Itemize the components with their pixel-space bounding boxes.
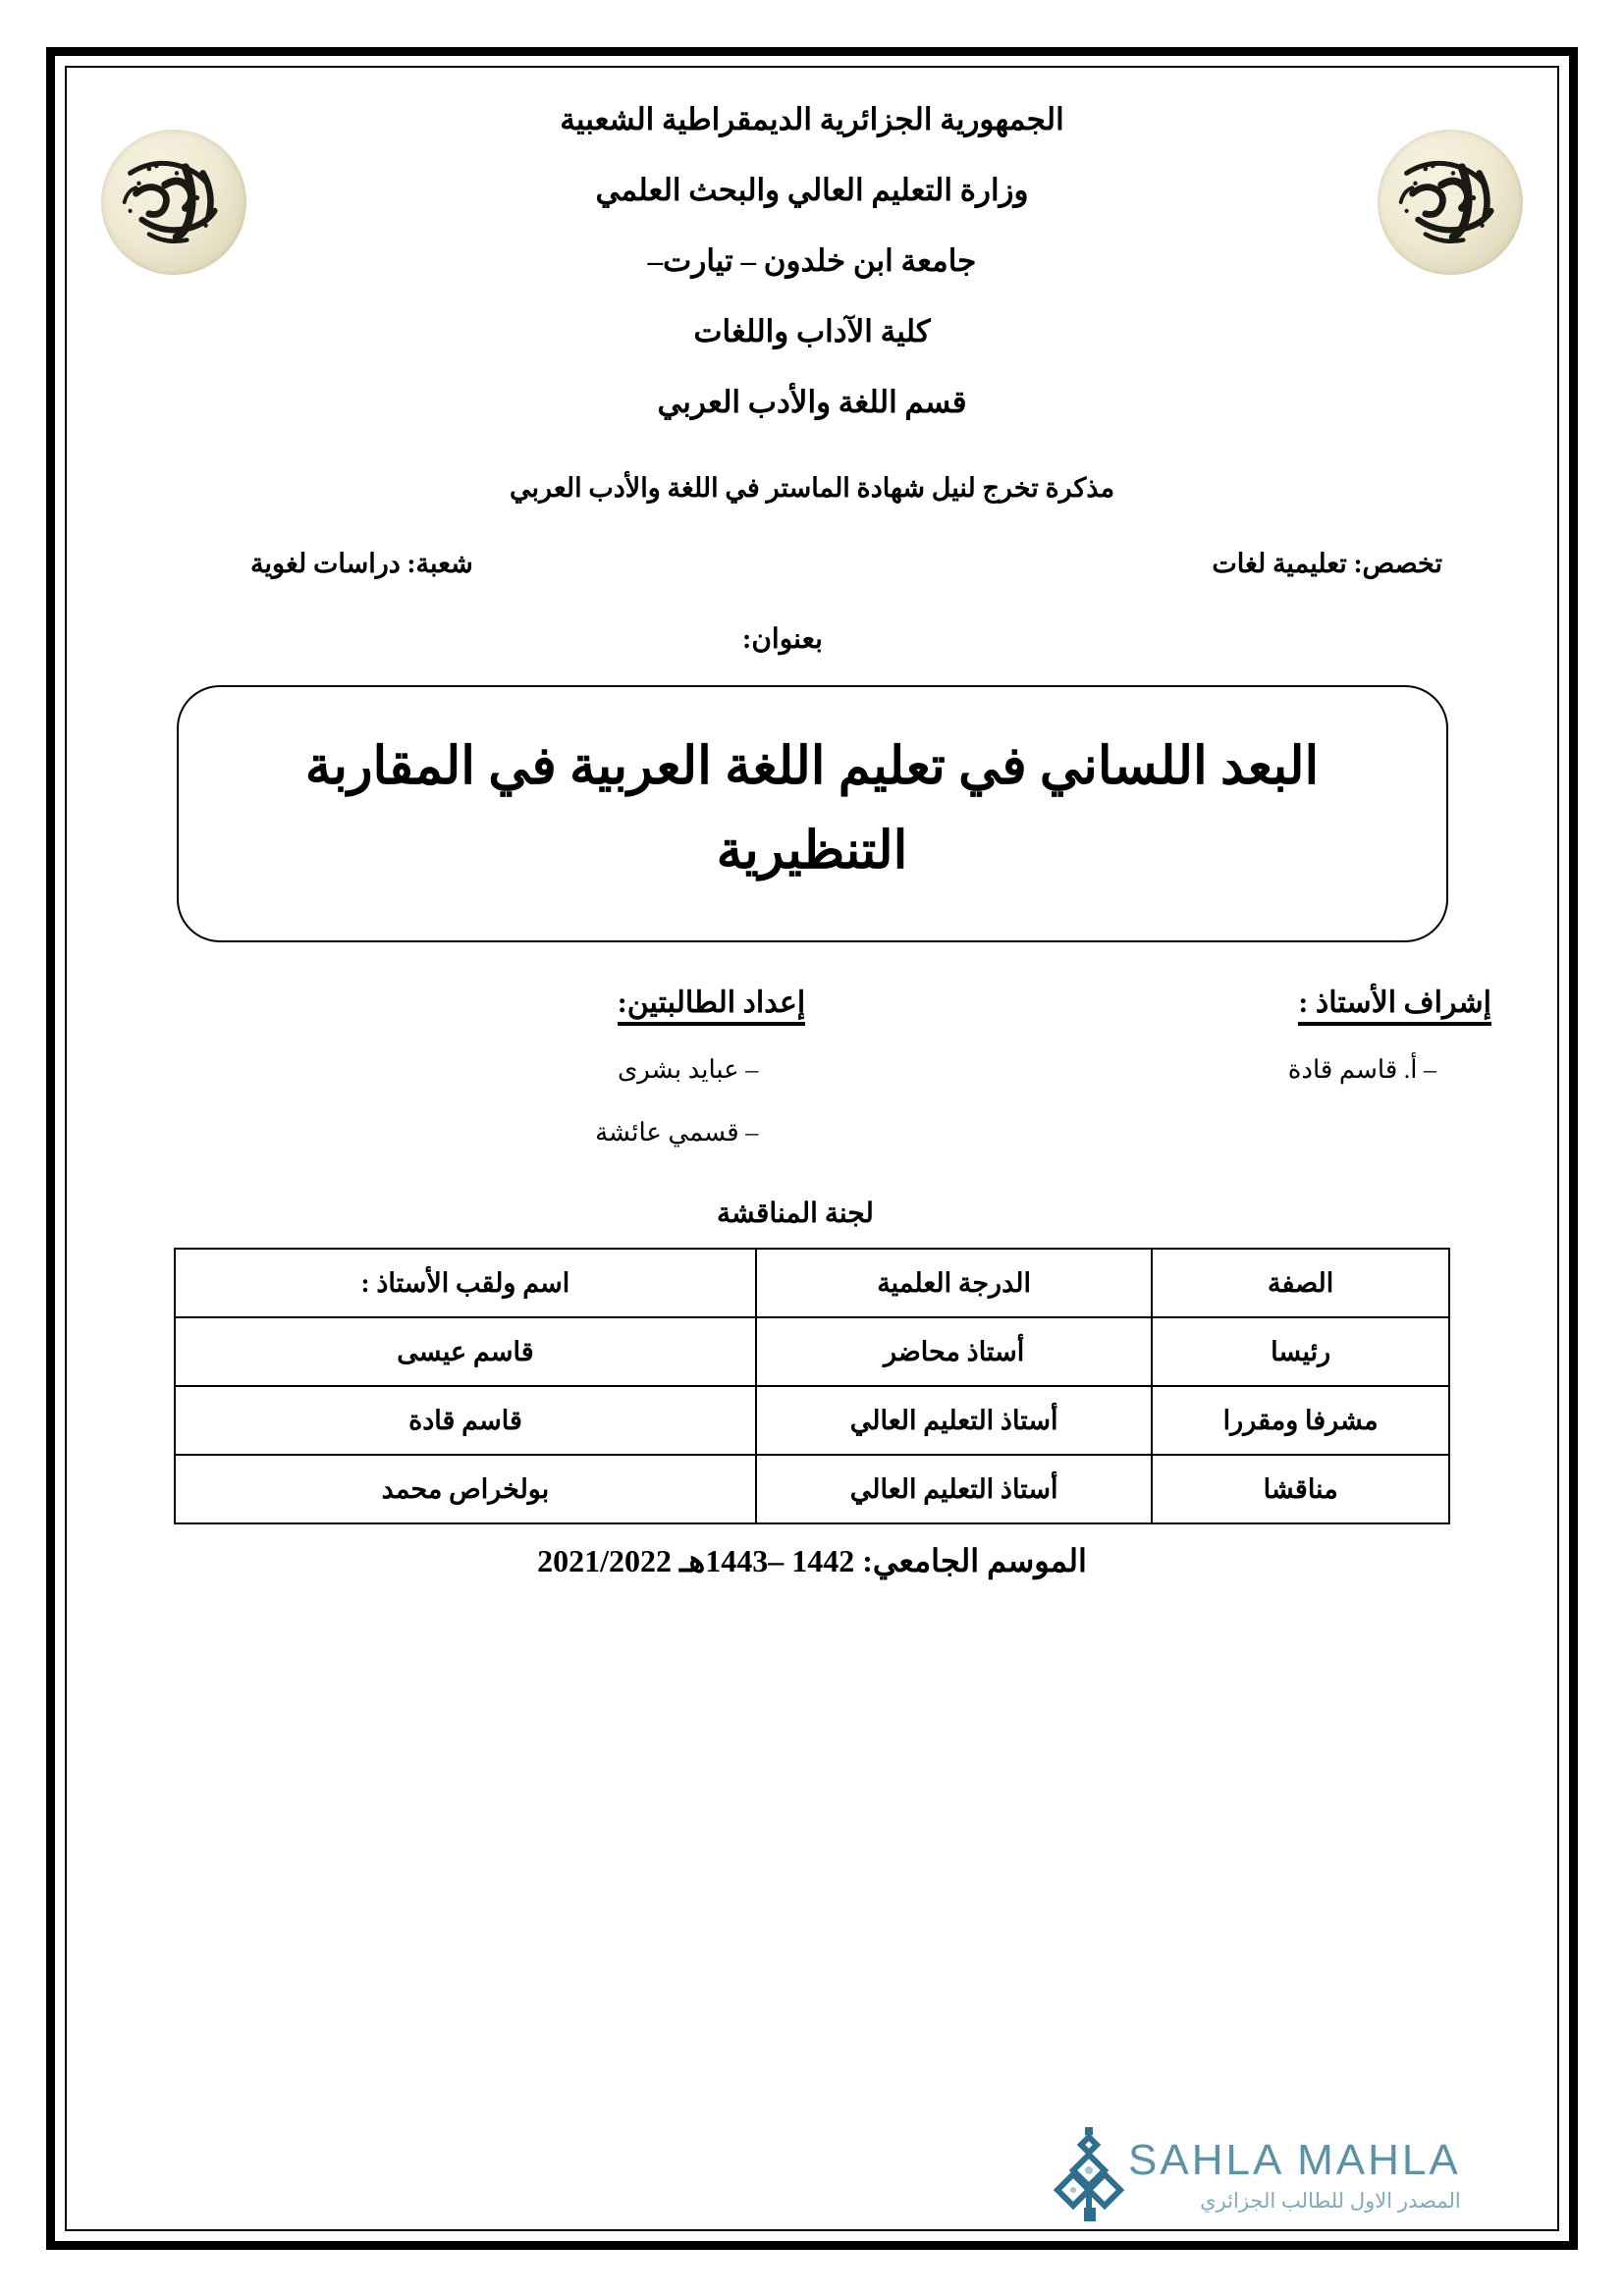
header-line-ministry: وزارة التعليم العالي والبحث العلمي [595,173,1029,207]
jury-role-2: مشرفا ومقررا [1152,1386,1449,1455]
student-name-1: – عباید بشرى [617,1055,759,1084]
jury-grade-1: أستاذ محاضر [756,1317,1152,1386]
table-header-row [175,1249,1449,1317]
branch-label: شعبة: دراسات لغوية [250,549,473,578]
jury-grade-3: أستاذ التعليم العالي [756,1455,1152,1523]
column-header-name: اسم ولقب الأستاذ : [175,1249,756,1317]
under-title-label: بعنوان: [742,624,823,655]
sahla-mahla-logo-icon [1044,2125,1128,2227]
watermark-texts [1128,2136,1461,2214]
table-row [175,1317,1449,1386]
header-line-country: الجمهورية الجزائرية الديمقراطية الشعبية [560,102,1064,136]
degree-statement: مذكرة تخرج لنيل شهادة الماستر في اللغة والأدب العربي [509,473,1115,503]
table-row [175,1455,1449,1523]
watermark-tagline: المصدر الاول للطالب الجزائري [1200,2190,1461,2213]
jury-grade-2: أستاذ التعليم العالي [756,1386,1152,1455]
specialty-label: تخصص: تعليمية لغات [1212,549,1442,578]
authors-and-supervisor [74,986,1550,1181]
jury-name-1: قاسم عيسى [175,1317,756,1386]
table-row [175,1386,1449,1455]
sahla-mahla-watermark [1036,2112,1566,2240]
jury-name-2: قاسم قادة [175,1386,756,1455]
thesis-title: البعد اللساني في تعليم اللغة العربية في المقاربة التنظيرية [304,738,1320,880]
academic-year: الموسم الجامعي: 1442 –1443هـ 2021/2022 [537,1543,1087,1578]
supervisor-heading: إشراف الأستاذ : [1298,986,1491,1026]
header-area [74,69,1550,461]
jury-section-title: لجنة المناقشة [717,1199,874,1229]
column-header-role: الصفة [1152,1249,1449,1317]
watermark-brand: SAHLA MAHLA [1128,2136,1461,2184]
header-line-faculty: كلية الآداب واللغات [693,314,931,348]
branch-and-specialty-row [74,549,1550,579]
jury-role-1: رئيسا [1152,1317,1449,1386]
header-line-university: جامعة ابن خلدون – تيارت– [647,243,977,278]
jury-table [174,1248,1450,1524]
thesis-title-box [177,685,1448,942]
header-line-department: قسم اللغة والأدب العربي [657,385,967,419]
supervisor-block [1008,986,1491,1181]
jury-name-3: بولخراص محمد [175,1455,756,1523]
students-heading: إعداد الطالبتين: [618,986,806,1026]
jury-role-3: مناقشا [1152,1455,1449,1523]
supervisor-name-1: – أ. قاسم قادة [1287,1055,1436,1084]
column-header-grade: الدرجة العلمية [756,1249,1152,1317]
students-block [221,986,805,1181]
cover-page-content [74,69,1550,2228]
student-name-2: – قسمي عائشة [595,1118,759,1147]
institution-header [74,104,1550,457]
